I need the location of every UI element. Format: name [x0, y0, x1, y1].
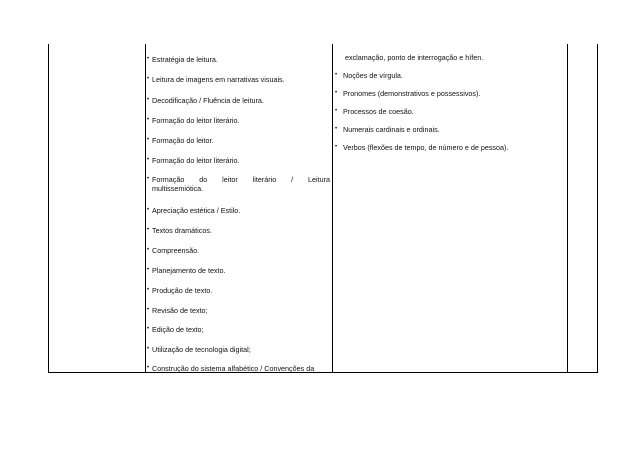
list-item: • Revisão de texto;: [147, 306, 208, 315]
list-item: • Produção de texto.: [147, 286, 213, 295]
content-table: [48, 44, 598, 373]
list-item: • Pronomes (demonstrativos e possessivos).: [335, 89, 481, 98]
bullet-icon: •: [147, 176, 150, 182]
bullet-icon: •: [147, 227, 150, 233]
list-item: • Leitura de imagens em narrativas visuais.: [147, 75, 285, 84]
list-item: • Formação do leitor literário / Leitura multissemiótica.: [147, 175, 330, 193]
column-divider: [567, 44, 568, 372]
column-divider: [145, 44, 146, 372]
bullet-icon: •: [147, 346, 150, 352]
list-item: • Compreensão.: [147, 246, 200, 255]
list-item: • Formação do leitor literário.: [147, 116, 240, 125]
bullet-icon: •: [335, 126, 338, 132]
list-item: • Edição de texto;: [147, 325, 204, 334]
bullet-icon: •: [147, 247, 150, 253]
bullet-icon: •: [147, 76, 150, 82]
list-item: • Planejamento de texto.: [147, 266, 226, 275]
bullet-icon: •: [147, 326, 150, 332]
bullet-icon: •: [335, 72, 338, 78]
bullet-icon: •: [147, 117, 150, 123]
bullet-icon: •: [147, 97, 150, 103]
list-item: • Decodificação / Fluência de leitura.: [147, 96, 264, 105]
column-divider: [332, 44, 333, 372]
bullet-icon: •: [147, 56, 150, 62]
bullet-icon: •: [335, 144, 338, 150]
list-item: • Utilização de tecnologia digital;: [147, 345, 251, 354]
bullet-icon: •: [147, 207, 150, 213]
bullet-icon: •: [335, 90, 338, 96]
list-item: • Numerais cardinais e ordinais.: [335, 125, 440, 134]
list-item: • Formação do leitor literário.: [147, 156, 240, 165]
list-item-continuation: exclamação, ponto de interrogação e hífen.: [345, 53, 484, 62]
bullet-icon: •: [335, 108, 338, 114]
list-item: • Textos dramáticos.: [147, 226, 212, 235]
bullet-icon: •: [147, 137, 150, 143]
bullet-icon: •: [147, 267, 150, 273]
bullet-icon: •: [147, 307, 150, 313]
list-item: • Formação do leitor.: [147, 136, 214, 145]
bullet-icon: •: [147, 365, 150, 371]
bullet-icon: •: [147, 287, 150, 293]
list-item: • Processos de coesão.: [335, 107, 414, 116]
list-item: • Apreciação estética / Estilo.: [147, 206, 241, 215]
bullet-icon: •: [147, 157, 150, 163]
list-item: • Verbos (flexões de tempo, de número e de pessoa).: [335, 143, 509, 152]
list-item: • Noções de vírgula.: [335, 71, 403, 80]
list-item: • Estratégia de leitura.: [147, 55, 218, 64]
list-item: • Construção do sistema alfabético / Convenções da: [147, 364, 315, 373]
